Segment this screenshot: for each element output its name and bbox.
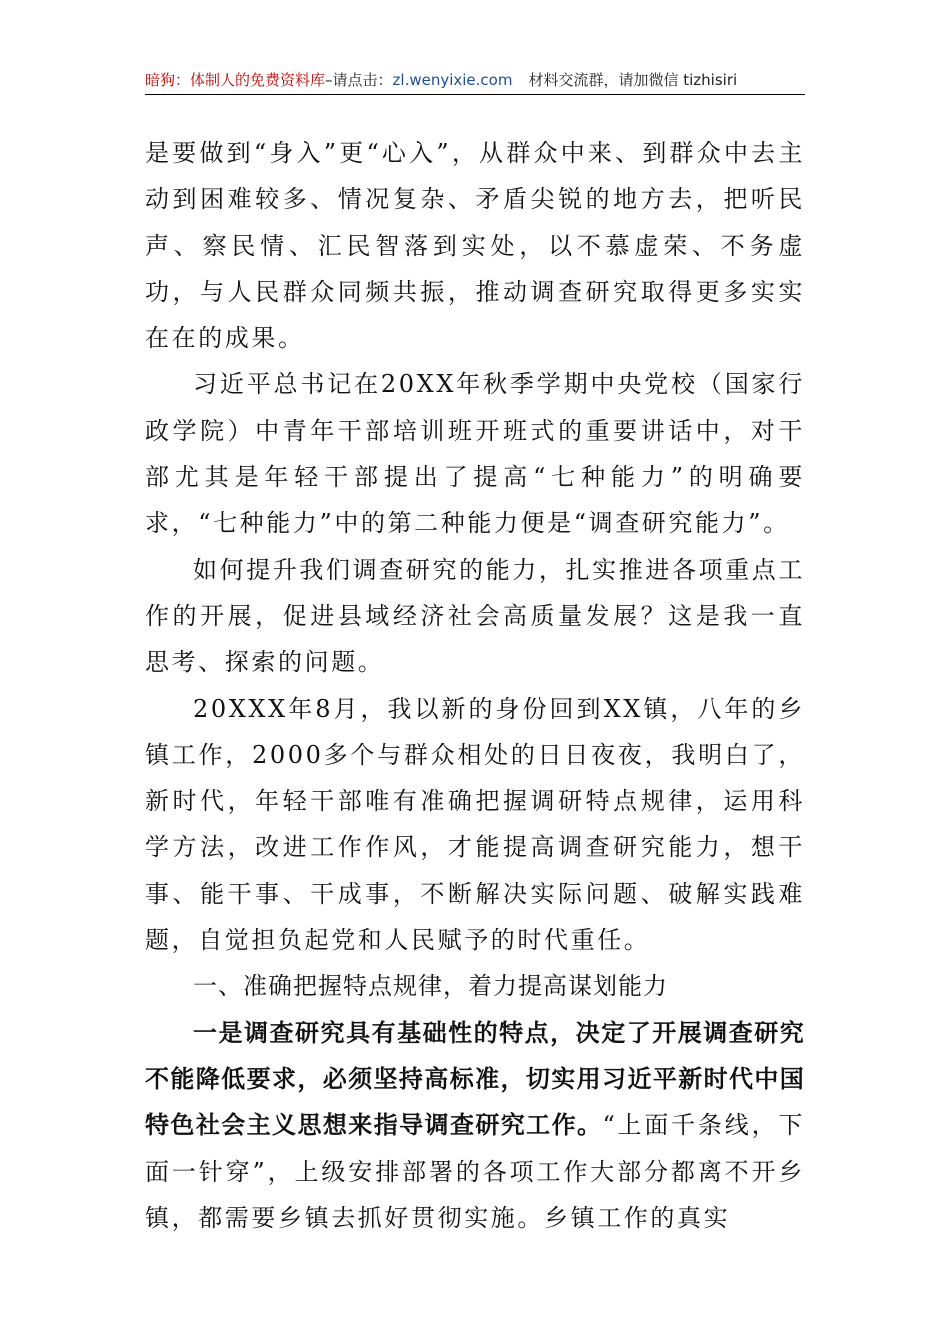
paragraph: 20XXX年8月，我以新的身份回到XX镇，八年的乡镇工作，2000多个与群众相处的日日夜夜，我明白了，新时代，年轻干部唯有准确把握调研特点规律，运用科学方法，改进工作作风，才能提高调查研究能力，想干事、能干事、干成事，不断解决实际问题、破解实践难题，自觉担负起党和人民赋予的时代重任。 [145, 694, 805, 955]
paragraph-text: “上面千条线，下面一针穿”，上级安排部署的各项工作大部分都离不开乡镇，都需要乡镇去抓好贯彻实施。乡镇工作的真实 [145, 1111, 805, 1232]
paragraph: 如何提升我们调查研究的能力，扎实推进各项重点工作的开展，促进县域经济社会高质量发展？这是我一直思考、探索的问题。 [145, 555, 805, 677]
site-name: 暗狗：体制人的免费资料库 [145, 71, 326, 89]
page-header [145, 66, 805, 95]
paragraph [145, 1010, 805, 1241]
paragraph: 是要做到“身入”更“心入”，从群众中来、到群众中去主动到困难较多、情况复杂、矛盾尖锐的地方去，把听民声、察民情、汇民智落到实处，以不慕虚荣、不务虚功，与人民群众同频共振，推动调查研究取得更多实实在在的成果。 [145, 139, 805, 353]
paragraph-bold-lead: 一是调查研究具有基础性的特点，决定了开展调查研究不能降低要求，必须坚持高标准，切实用习近平新时代中国特色社会主义思想来指导调查研究工作。 [145, 1018, 805, 1140]
section-heading: 一、准确把握特点规律，着力提高谋划能力 [193, 972, 668, 1001]
wechat-note: 材料交流群，请加微信 tizhisiri [528, 71, 738, 89]
paragraph: 习近平总书记在20XX年秋季学期中央党校（国家行政学院）中青年干部培训班开班式的重要讲话中，对干部尤其是年轻干部提出了提高“七种能力”的明确要求，“七种能力”中的第二种能力便是“调查研究能力”。 [145, 370, 805, 538]
site-link[interactable]: zl.wenyixie.com [392, 71, 513, 89]
document-body [145, 130, 805, 1241]
link-prompt: –请点击： [325, 71, 393, 89]
